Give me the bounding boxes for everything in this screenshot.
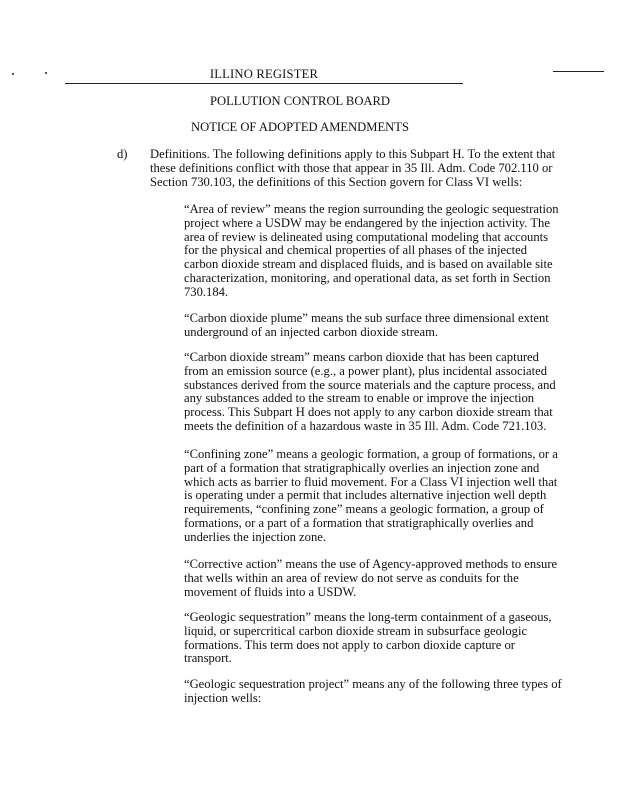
definition-paragraph — [184, 611, 574, 666]
definition-paragraph — [184, 558, 574, 599]
text-line: 730.184. — [184, 284, 229, 299]
header-rule — [553, 71, 604, 72]
text-line: substances derived from the source materials and the capture process, and — [184, 377, 556, 392]
text-line: “Area of review” means the region surrounding the geologic sequestration — [184, 202, 559, 216]
text-line: movement of fluids into a USDW. — [184, 584, 357, 599]
definition-paragraph — [184, 448, 574, 545]
notice-title: NOTICE OF ADOPTED AMENDMENTS — [191, 120, 409, 134]
scan-speck — [12, 73, 14, 75]
definition-paragraph — [184, 351, 574, 434]
text-line: liquid, or supercritical carbon dioxide stream in subsurface geologic — [184, 623, 528, 638]
text-line: “Confining zone” means a geologic formation, a group of formations, or a — [184, 447, 558, 461]
text-line: Definitions. The following definitions apply to this Subpart H. To the extent that — [150, 147, 556, 161]
text-line: “Carbon dioxide stream” means carbon dioxide that has been captured — [184, 350, 539, 364]
text-line: “Geologic sequestration” means the long-term containment of a gaseous, — [184, 610, 552, 624]
definition-paragraph — [184, 312, 574, 340]
text-line: is operating under a permit that includes alternative injection well depth — [184, 488, 547, 503]
text-line: which acts as barrier to fluid movement. For a Class VI injection well that — [184, 474, 558, 489]
text-line: requirements, “confining zone” means a geologic formation, a group of — [184, 502, 544, 517]
section-intro — [150, 148, 570, 189]
register-header: ILLINO REGISTER — [65, 67, 463, 84]
text-line: underground of an injected carbon dioxide stream. — [184, 324, 439, 339]
text-line: area of review is delineated using computational modeling that accounts — [184, 229, 549, 244]
text-line: formations. This term does not apply to carbon dioxide capture or — [184, 637, 515, 652]
text-line: carbon dioxide stream and displaced fluids, and is based on available site — [184, 257, 553, 272]
text-line: Section 730.103, the definitions of this Section govern for Class VI wells: — [150, 174, 523, 189]
text-line: “Carbon dioxide plume” means the sub surface three dimensional extent — [184, 311, 549, 325]
text-line: process. This Subpart H does not apply to any carbon dioxide stream that — [184, 405, 553, 420]
text-line: for the physical and chemical properties of all phases of the injected — [184, 243, 528, 258]
text-line: injection wells: — [184, 690, 262, 705]
text-line: that wells within an area of review do not serve as conduits for the — [184, 570, 519, 585]
text-line: from an emission source (e.g., a power plant), plus incidental associated — [184, 363, 548, 378]
scan-speck — [45, 72, 47, 74]
text-line: “Geologic sequestration project” means any of the following three types of — [184, 677, 562, 691]
text-line: formations, or a part of a formation that stratigraphically overlies and — [184, 515, 534, 530]
text-line: meets the definition of a hazardous waste in 35 Ill. Adm. Code 721.103. — [184, 418, 547, 433]
text-line: any substances added to the stream to enable or improve the injection — [184, 391, 535, 406]
text-line: “Corrective action” means the use of Agency-approved methods to ensure — [184, 557, 558, 571]
text-line: these definitions conflict with those that appear in 35 Ill. Adm. Code 702.110 or — [150, 160, 553, 175]
agency-title: POLLUTION CONTROL BOARD — [209, 94, 391, 108]
text-line: underlies the injection zone. — [184, 529, 326, 544]
text-line: characterization, monitoring, and operational data, as set forth in Section — [184, 270, 551, 285]
text-line: part of a formation that stratigraphically overlies an injection zone and — [184, 460, 540, 475]
text-line: project where a USDW may be endangered by the injection activity. The — [184, 215, 550, 230]
text-line: transport. — [184, 651, 232, 666]
section-label: d) — [117, 147, 128, 161]
definition-paragraph — [184, 203, 574, 300]
definition-paragraph — [184, 678, 574, 706]
